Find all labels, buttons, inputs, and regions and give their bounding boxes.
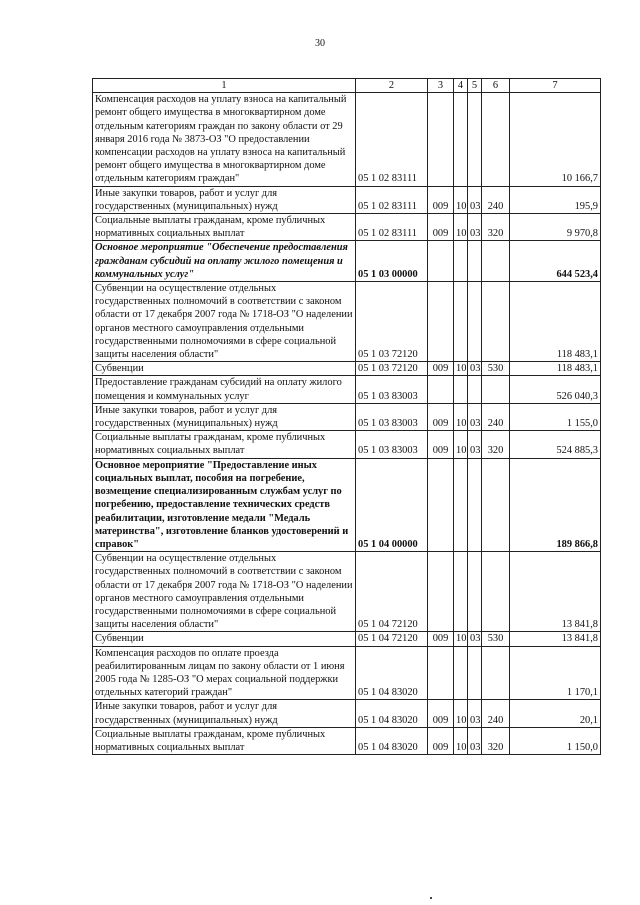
table-row-main-activity	[93, 458, 601, 551]
row-amount: 195,9	[510, 186, 601, 213]
row-amount: 524 885,3	[510, 431, 601, 458]
row-col5	[468, 241, 482, 282]
row-amount: 118 483,1	[510, 362, 601, 376]
row-code: 05 1 04 72120	[356, 552, 428, 632]
row-amount: 189 866,8	[510, 458, 601, 551]
row-description: Социальные выплаты гражданам, кроме публичных нормативных социальных выплат	[93, 214, 356, 241]
row-col4	[454, 241, 468, 282]
row-amount: 13 841,8	[510, 552, 601, 632]
row-col3: 009	[428, 186, 454, 213]
row-amount: 10 166,7	[510, 93, 601, 186]
row-col5	[468, 458, 482, 551]
table-header-row	[93, 79, 601, 93]
table-row	[93, 214, 601, 241]
table-row	[93, 431, 601, 458]
row-col4	[454, 646, 468, 700]
row-col6	[482, 458, 510, 551]
row-code: 05 1 02 83111	[356, 186, 428, 213]
row-col6: 320	[482, 214, 510, 241]
row-description: Компенсация расходов на уплату взноса на капитальный ремонт общего имущества в многоквартирном доме отдельным категориям граждан по закону области от 29 января 2016 года № 3873-ОЗ "О предоставлении компенсации расходов на уплату взноса на капитальный ремонт общего имущества в многоквартирном доме отдельным категориям граждан"	[93, 93, 356, 186]
scan-speck	[430, 897, 432, 899]
header-col-3: 3	[428, 79, 454, 93]
row-description: Иные закупки товаров, работ и услуг для государственных (муниципальных) нужд	[93, 186, 356, 213]
page-number: 30	[315, 38, 325, 49]
row-col6: 320	[482, 431, 510, 458]
row-col6: 240	[482, 700, 510, 727]
row-col4: 10	[454, 362, 468, 376]
row-code: 05 1 03 72120	[356, 362, 428, 376]
row-col4	[454, 282, 468, 362]
row-col4: 10	[454, 214, 468, 241]
row-col5: 03	[468, 632, 482, 646]
row-amount: 1 150,0	[510, 727, 601, 754]
table-row	[93, 700, 601, 727]
row-description: Субвенции	[93, 362, 356, 376]
row-description: Предоставление гражданам субсидий на оплату жилого помещения и коммунальных услуг	[93, 376, 356, 403]
budget-table	[92, 78, 601, 755]
row-amount: 9 970,8	[510, 214, 601, 241]
row-col4: 10	[454, 700, 468, 727]
table-row-main-activity	[93, 241, 601, 282]
row-col3	[428, 376, 454, 403]
header-col-2: 2	[356, 79, 428, 93]
row-description: Основное мероприятие "Предоставление иных социальных выплат, пособия на погребение, возмещение специализированным службам услуг по погребению, предоставление технических средств реабилитации, изготовление медали "Медаль материнства", изготовление бланков удостоверений и справок"	[93, 458, 356, 551]
row-amount: 1 170,1	[510, 646, 601, 700]
row-col6	[482, 93, 510, 186]
header-col-7: 7	[510, 79, 601, 93]
row-col4: 10	[454, 431, 468, 458]
row-code: 05 1 04 72120	[356, 632, 428, 646]
row-description: Социальные выплаты гражданам, кроме публичных нормативных социальных выплат	[93, 431, 356, 458]
row-col5: 03	[468, 186, 482, 213]
row-col5: 03	[468, 214, 482, 241]
row-description: Социальные выплаты гражданам, кроме публичных нормативных социальных выплат	[93, 727, 356, 754]
table-row	[93, 727, 601, 754]
row-code: 05 1 04 83020	[356, 727, 428, 754]
row-col5	[468, 646, 482, 700]
row-code: 05 1 03 83003	[356, 431, 428, 458]
row-col5: 03	[468, 700, 482, 727]
row-col3	[428, 241, 454, 282]
row-col3: 009	[428, 362, 454, 376]
row-col3: 009	[428, 632, 454, 646]
row-amount: 118 483,1	[510, 282, 601, 362]
table-row	[93, 376, 601, 403]
row-col4: 10	[454, 727, 468, 754]
row-col4	[454, 93, 468, 186]
row-description: Основное мероприятие "Обеспечение предоставления гражданам субсидий на оплату жилого помещения и коммунальных услуг"	[93, 241, 356, 282]
row-description: Субвенции на осуществление отдельных государственных полномочий в соответствии с законом области от 17 декабря 2007 года № 1718-ОЗ "О наделении органов местного самоуправления отдельными государственными полномочиями в сфере социальной защиты населения области"	[93, 282, 356, 362]
table-row	[93, 646, 601, 700]
table-row	[93, 632, 601, 646]
row-col5: 03	[468, 431, 482, 458]
row-col4: 10	[454, 186, 468, 213]
row-amount: 1 155,0	[510, 403, 601, 430]
row-col5: 03	[468, 362, 482, 376]
table-row	[93, 93, 601, 186]
header-col-5: 5	[468, 79, 482, 93]
table-row	[93, 403, 601, 430]
row-description: Субвенции	[93, 632, 356, 646]
row-col6	[482, 646, 510, 700]
row-col5	[468, 93, 482, 186]
table-row	[93, 186, 601, 213]
row-col6: 320	[482, 727, 510, 754]
row-col6: 240	[482, 403, 510, 430]
row-col3	[428, 93, 454, 186]
row-col5	[468, 552, 482, 632]
row-col5	[468, 282, 482, 362]
row-description: Компенсация расходов по оплате проезда реабилитированным лицам по закону области от 1 июня 2005 года № 1285-ОЗ "О мерах социальной поддержки отдельных категорий граждан"	[93, 646, 356, 700]
row-col3	[428, 552, 454, 632]
row-col6	[482, 241, 510, 282]
row-col3	[428, 282, 454, 362]
row-amount: 20,1	[510, 700, 601, 727]
row-col5: 03	[468, 727, 482, 754]
header-col-6: 6	[482, 79, 510, 93]
row-code: 05 1 04 83020	[356, 646, 428, 700]
row-code: 05 1 04 00000	[356, 458, 428, 551]
row-col3	[428, 646, 454, 700]
row-col6: 240	[482, 186, 510, 213]
row-col4	[454, 376, 468, 403]
row-code: 05 1 03 83003	[356, 376, 428, 403]
row-col3: 009	[428, 431, 454, 458]
row-code: 05 1 02 83111	[356, 93, 428, 186]
row-col6: 530	[482, 362, 510, 376]
row-col5	[468, 376, 482, 403]
row-col3	[428, 458, 454, 551]
row-code: 05 1 04 83020	[356, 700, 428, 727]
row-code: 05 1 03 72120	[356, 282, 428, 362]
table-row	[93, 362, 601, 376]
row-col4	[454, 458, 468, 551]
table-row	[93, 282, 601, 362]
row-col5: 03	[468, 403, 482, 430]
row-code: 05 1 03 00000	[356, 241, 428, 282]
table-row	[93, 552, 601, 632]
row-description: Иные закупки товаров, работ и услуг для государственных (муниципальных) нужд	[93, 700, 356, 727]
row-col3: 009	[428, 700, 454, 727]
row-col6	[482, 376, 510, 403]
row-description: Субвенции на осуществление отдельных государственных полномочий в соответствии с законом области от 17 декабря 2007 года № 1718-ОЗ "О наделении органов местного самоуправления отдельными государственными полномочиями в сфере социальной защиты населения области"	[93, 552, 356, 632]
row-code: 05 1 02 83111	[356, 214, 428, 241]
row-code: 05 1 03 83003	[356, 403, 428, 430]
header-col-1: 1	[93, 79, 356, 93]
row-col6: 530	[482, 632, 510, 646]
row-col3: 009	[428, 727, 454, 754]
row-col4: 10	[454, 632, 468, 646]
header-col-4: 4	[454, 79, 468, 93]
row-amount: 526 040,3	[510, 376, 601, 403]
row-col3: 009	[428, 403, 454, 430]
row-col3: 009	[428, 214, 454, 241]
row-col4: 10	[454, 403, 468, 430]
row-col6	[482, 552, 510, 632]
row-description: Иные закупки товаров, работ и услуг для государственных (муниципальных) нужд	[93, 403, 356, 430]
row-col4	[454, 552, 468, 632]
row-amount: 13 841,8	[510, 632, 601, 646]
row-col6	[482, 282, 510, 362]
row-amount: 644 523,4	[510, 241, 601, 282]
